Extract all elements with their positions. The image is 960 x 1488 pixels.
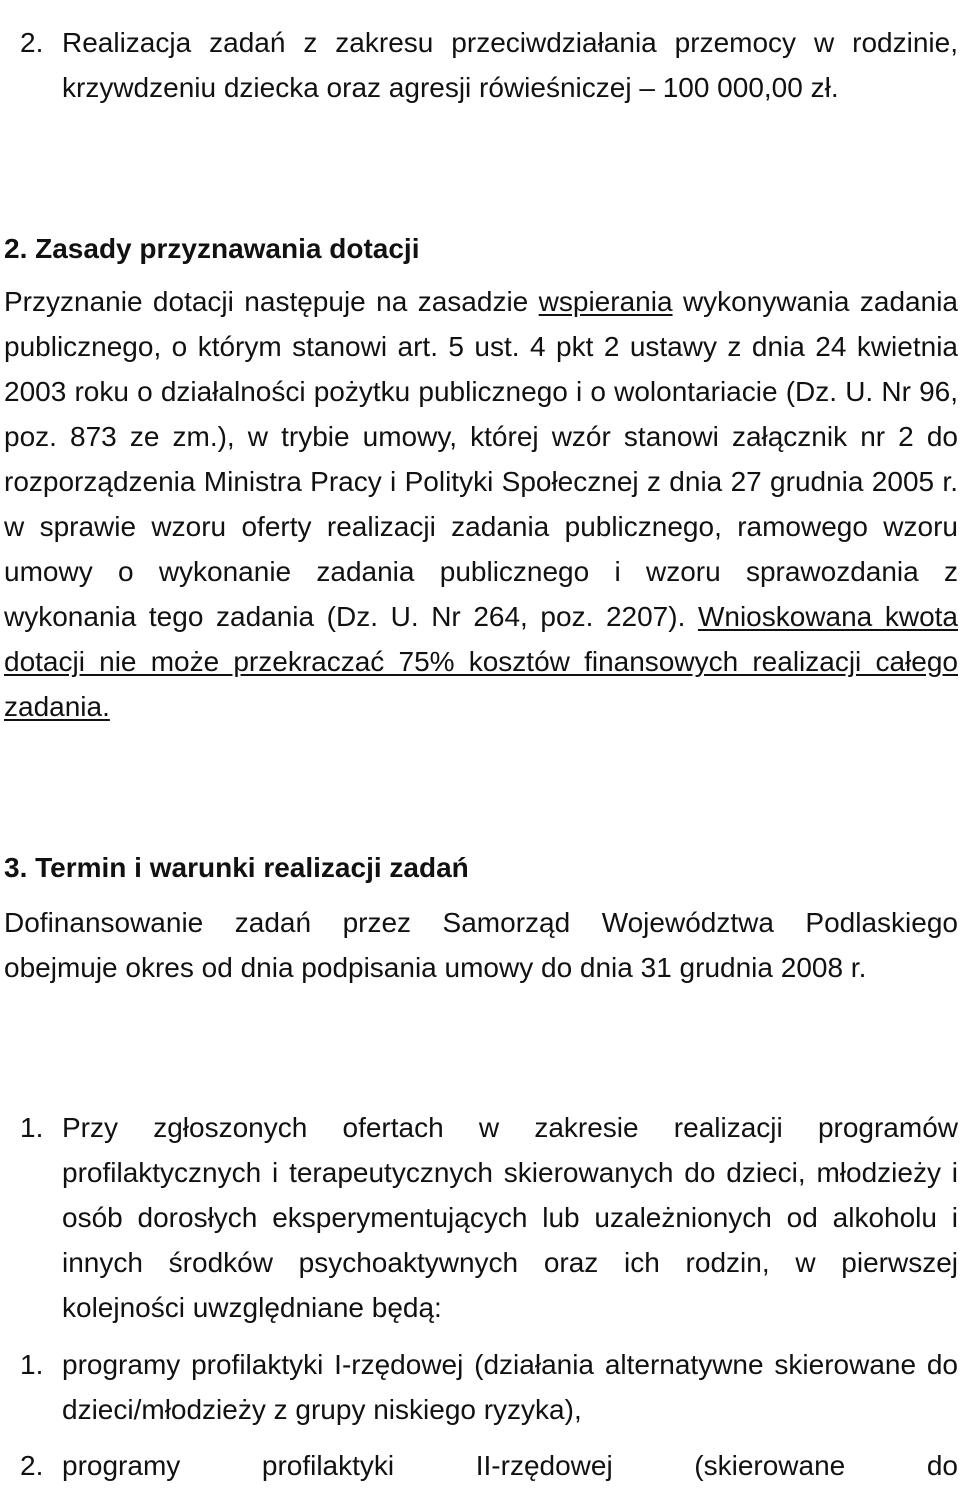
section-heading-3: 3. Termin i warunki realizacji zadań — [4, 852, 469, 883]
section-heading-2: 2. Zasady przyznawania dotacji — [4, 233, 420, 264]
list-text: programy profilaktyki II-rzędowej (skierowane do — [62, 1450, 958, 1481]
list-number: 2. — [20, 1450, 44, 1481]
section-3-paragraph: Dofinansowanie zadań przez Samorząd Województwa Podlaskiego obejmuje okres od dnia podpisania umowy do dnia 31 grudnia 2008 r. — [4, 907, 958, 983]
underlined-sentence: Wnioskowana kwota dotacji nie może przekraczać 75% kosztów finansowych realizacji całego zadania. — [4, 601, 958, 722]
list-item — [20, 1443, 958, 1488]
section-2-paragraph — [4, 279, 958, 729]
list-item-top — [20, 20, 958, 110]
list-number: 2. — [20, 27, 44, 58]
list-text: Realizacja zadań z zakresu przeciwdziałania przemocy w rodzinie, krzywdzeniu dziecka oraz agresji rówieśniczej – 100 000,00 zł. — [62, 27, 958, 103]
paragraph-text-start: Przyznanie dotacji następuje na zasadzie — [4, 286, 539, 317]
paragraph-text-middle: wykonywania zadania publicznego, o którym stanowi art. 5 ust. 4 pkt 2 ustawy z dnia 24 kwietnia 2003 roku o działalności pożytku publicznego i o wolontariacie (Dz. U. Nr 96, poz. 873 ze zm.), w trybie umowy, której wzór stanowi załącznik nr 2 do rozporządzenia Ministra Pracy i Polityki Społecznej z dnia 27 grudnia 2005 r. w sprawie wzoru oferty realizacji zadania publicznego, ramowego wzoru umowy o wykonanie zadania publicznego i wzoru sprawozdania z wykonania tego zadania (Dz. U. Nr 264, poz. 2207). — [4, 286, 958, 632]
list-item — [20, 1342, 958, 1432]
list-text: Przy zgłoszonych ofertach w zakresie realizacji programów profilaktycznych i terapeutycznych skierowanych do dzieci, młodzieży i osób dorosłych eksperymentujących lub uzależnionych od alkoholu i innych środków psychoaktywnych oraz ich rodzin, w pierwszej kolejności uwzględniane będą: — [62, 1112, 958, 1323]
list-item — [20, 1105, 958, 1330]
list-number: 1. — [20, 1349, 44, 1380]
list-number: 1. — [20, 1112, 44, 1143]
underlined-word: wspierania — [538, 286, 673, 317]
list-text: programy profilaktyki I-rzędowej (działania alternatywne skierowane do dzieci/młodzieży z grupy niskiego ryzyka), — [62, 1349, 958, 1425]
